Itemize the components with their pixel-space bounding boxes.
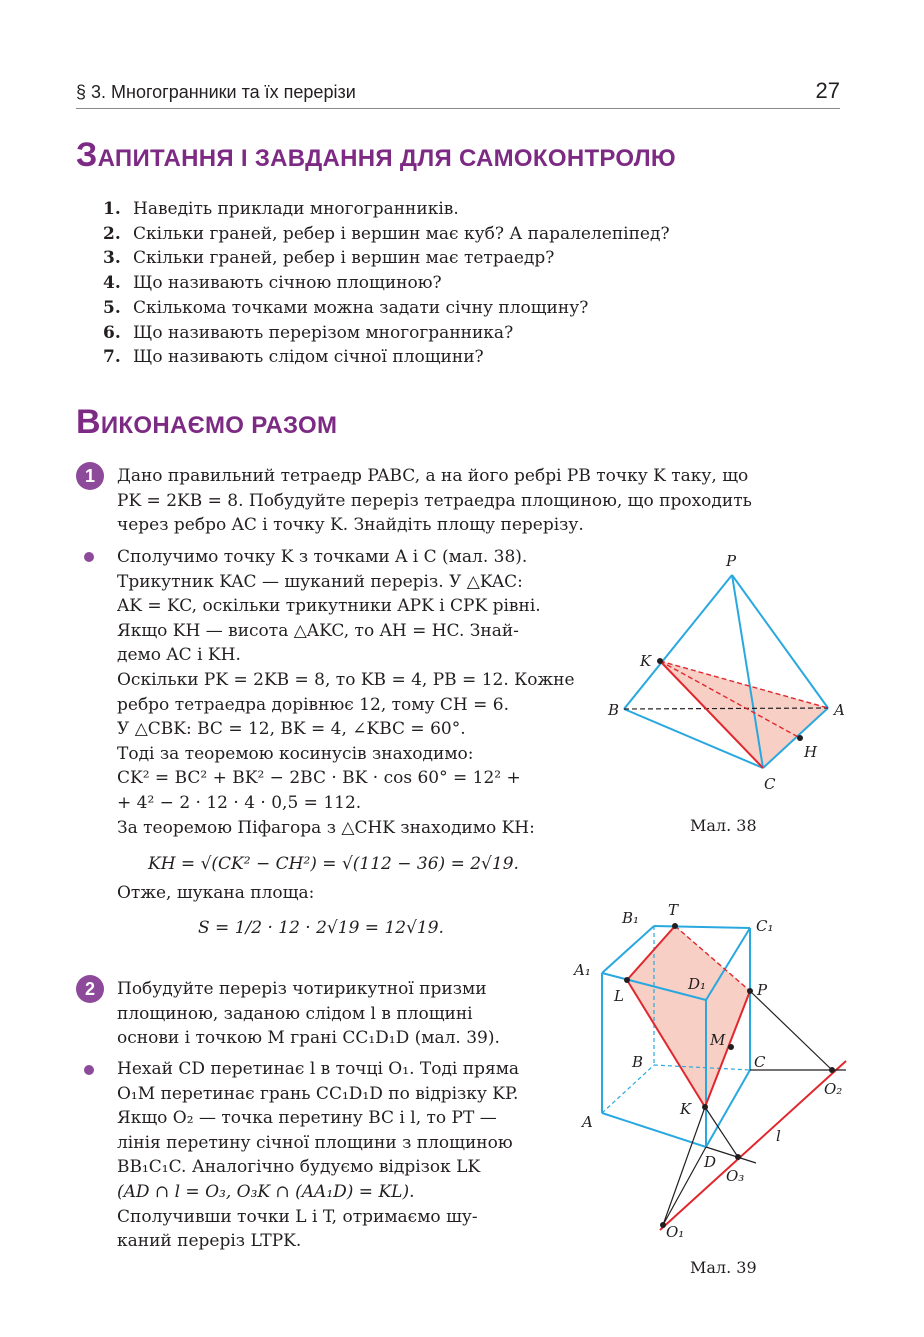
task2-statement: Побудуйте переріз чотирикутної призми площиною, заданою слідом l в площині основи і точкою M грані CC₁D₁D (мал. 39). [117, 979, 500, 1049]
label-H: H [804, 743, 818, 761]
header-rule [76, 108, 840, 109]
label-D1: D₁ [688, 975, 707, 993]
label-B: B [632, 1053, 644, 1071]
heading-rest: АПИТАННЯ І ЗАВДАННЯ ДЛЯ САМОКОНТРОЛЮ [97, 145, 676, 172]
point-O3 [735, 1154, 741, 1160]
list-item: 6. Що називають перерізом многогранника? [103, 322, 514, 343]
question-list [103, 197, 670, 370]
label-L: L [614, 987, 624, 1005]
list-item: 3. Скільки граней, ребер і вершин має тетраедр? [103, 248, 555, 269]
figure-39-prism [570, 895, 860, 1250]
label-O1: O₁ [666, 1223, 685, 1241]
task1-solution: Сполучимо точку K з точками A і C (мал. 38). Трикутник KAC — шуканий переріз. У △KAC: AK = KC, оскільки трикутники APK і CPK рівні. Якщо KH — висота △AKC, то AH = HC. Знай- демо AC і KH. Оскільки PK = 2KB = 8, то KB = 4, PB = 12. Кожне ребро тетраедра дорівнює 12, тому CH = 6. У △CBK: BC = 12, BK = 4, ∠KBC = 60°. Тоді за теоремою косинусів знаходимо: CK² = BC² + BK² − 2BC · BK · cos 60° = 12² + + 4² − 2 · 12 · 4 · 0,5 = 112. За теоремою Піфагора з △CHK знаходимо KH: [117, 547, 575, 838]
point-K [657, 658, 663, 664]
figure-38-tetrahedron [600, 545, 860, 805]
label-l: l [776, 1127, 781, 1145]
label-O3: O₃ [726, 1167, 745, 1185]
line-KO3 [705, 1107, 738, 1157]
trace-line-l [660, 1061, 846, 1230]
heading-cap: З [76, 136, 98, 174]
label-C: C [764, 775, 776, 793]
formula-kh: KH = √(CK² − CH²) = √(112 − 36) = 2√19. [148, 854, 519, 874]
edge-B1C1 [654, 926, 750, 928]
label-K: K [680, 1100, 692, 1118]
heading-self-control [76, 136, 676, 175]
label-P: P [726, 552, 737, 570]
line-DO1 [663, 1147, 706, 1225]
point-K [702, 1104, 708, 1110]
figure-38-caption: Мал. 38 [690, 816, 757, 835]
label-K: K [640, 652, 652, 670]
list-item: 2. Скільки граней, ребер і вершин має куб? А паралелепіпед? [103, 223, 670, 244]
label-A: A [582, 1113, 593, 1131]
task-number-badge: 1 [76, 462, 104, 490]
list-item: 5. Скількома точками можна задати січну площину? [103, 297, 589, 318]
label-A: A [834, 701, 845, 719]
heading-cap: В [76, 403, 101, 441]
solution-bullet [84, 1065, 94, 1075]
label-T: T [668, 901, 679, 919]
point-L [624, 977, 630, 983]
label-B: B [608, 701, 620, 719]
label-O2: O₂ [824, 1080, 843, 1098]
label-B1: B₁ [622, 909, 640, 927]
solution-bullet [84, 552, 94, 562]
formula-s: S = 1/2 · 12 · 2√19 = 12√19. [198, 918, 444, 938]
list-item: 7. Що називають слідом січної площини? [103, 347, 484, 368]
label-A1: A₁ [574, 961, 591, 979]
figure-39-caption: Мал. 39 [690, 1258, 757, 1277]
edge-AB-hidden [602, 1065, 654, 1113]
label-M: M [710, 1031, 726, 1049]
heading-together [76, 403, 337, 442]
label-D: D [704, 1153, 717, 1171]
task1-statement: Дано правильний тетраедр PABC, а на його ребрі PB точку K таку, що PK = 2KB = 8. Побудуйте переріз тетраедра площиною, що проходить через ребро AC і точку K. Знайдіть площу перерізу. [117, 466, 752, 536]
conclusion-text: Отже, шукана площа: [117, 883, 315, 903]
point-P [747, 988, 753, 994]
label-C1: C₁ [756, 917, 774, 935]
edge-AD [602, 1113, 706, 1147]
label-C: C [754, 1053, 766, 1071]
list-item: 4. Що називають січною площиною? [103, 273, 442, 294]
heading-rest: ИКОНАЄМО РАЗОМ [100, 412, 338, 439]
point-O2 [829, 1067, 835, 1073]
section-fill [660, 661, 828, 768]
list-item: 1. Наведіть приклади многогранників. [103, 199, 459, 219]
page-number: 27 [815, 78, 840, 103]
point-M [728, 1044, 734, 1050]
label-P: P [757, 981, 768, 999]
running-header: § 3. Многогранники та їх перерізи [76, 82, 356, 102]
task2-solution: Нехай CD перетинає l в точці O₁. Тоді пряма O₁M перетинає грань CC₁D₁D по відрізку KP. Якщо O₂ — точка перетину BC і l, то PT — лінія перетину січної площини з площиною BB₁C₁C. Аналогічно будуємо відрізок LK (AD ∩ l = O₃, O₃K ∩ (AA₁D) = KL). Сполучивши точки L і T, отримаємо шу- каний переріз LTPK. [117, 1059, 520, 1252]
point-H [797, 735, 803, 741]
point-T [672, 923, 678, 929]
task-number-badge: 2 [76, 975, 104, 1003]
